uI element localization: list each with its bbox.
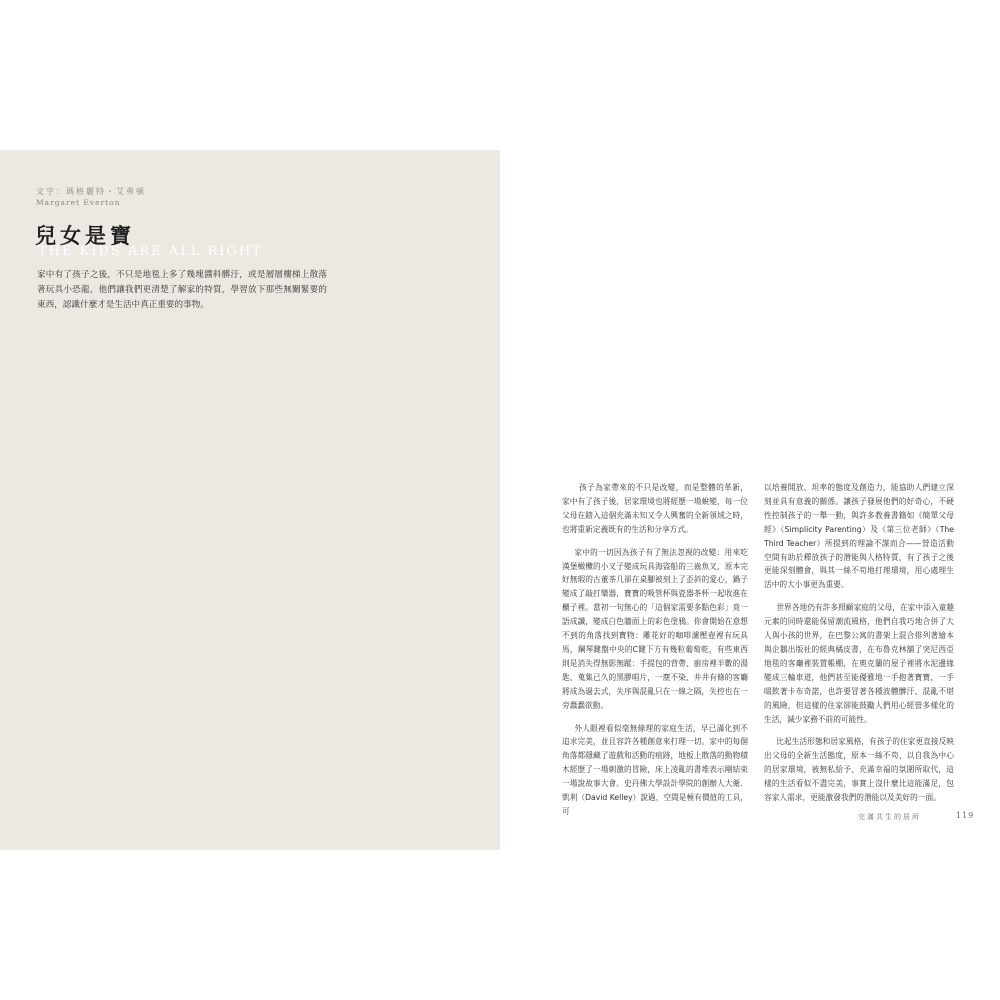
body-paragraph: 家中的一切因為孩子有了無法忽視的改變：用來吃漢堡橄欖的小叉子變成玩具海盜船的三齒魚叉，原本完好無瑕的古董茶几卻在桌腳被刻上了歪斜的愛心，鍋子變成了敲打樂器，寶寶的吸管杯與瓷器茶杯一起收進在櫃子裡。當初一句無心的「這個家需要多點色彩」竟一語成讖，變成白色牆面上的彩色塗鴉。你會開始在意想不到的角落找到寶物：雕花好的咖啡濾壓壺裡有玩具馬，鋼琴鍵盤中央的C鍵下方有幾粒葡萄乾，有些東西則是消失得無影無蹤：手提包的背帶、廚房裡半數的湯匙、蒐集已久的黑膠唱片，一塵不染、井井有條的客廳將成為過去式，失序與混亂只在一線之隔，失控也在一旁蠢蠢欲動。 bbox=[562, 547, 748, 710]
body-paragraph: 孩子為家帶來的不只是改變，而是整體的革新，家中有了孩子後，居家環境也將經歷一場蛻變，每一位父母在踏入這個充滿未知又令人興奮的全新領域之時，也將重新定義既有的生活和分享方式。 bbox=[562, 483, 748, 534]
page-number: 119 bbox=[956, 811, 975, 820]
byline-chinese: 文字：瑪格麗特・艾弗頓 bbox=[36, 187, 146, 196]
body-paragraph: 比起生活形態和居家風格，有孩子的住家更直接反映出父母的全新生活態度，原本一絲不苟、以自我為中心的居家環境，被無私給予、充滿幸福的氛圍所取代，這樣的生活看似不盡完美，事實上沒什麼比這能滿足，包容家人需求，更能激發我們的潛能以及美好的一面。 bbox=[764, 737, 954, 803]
left-page-panel bbox=[0, 150, 500, 850]
article-intro: 家中有了孩子之後，不只是地毯上多了幾塊醬料髒汙，或是層層樓梯上散落著玩具小恐龍，他們讓我們更清楚了解家的特質，學習放下那些無關緊要的東西，認識什麼才是生活中真正重要的事物。 bbox=[37, 270, 327, 310]
running-footer-title: 完滿共生的居所 bbox=[858, 813, 921, 821]
article-subtitle-english: THE KIDS ARE ALL RIGHT bbox=[38, 244, 263, 259]
body-paragraph: 以培養開放、坦率的態度及創造力，能協助人們建立深刻並具有意義的關係。讓孩子發展他們的好奇心，不硬性控制孩子的一舉一動，與許多教養書籍如《簡單父母經》（Simplicity Parenting）及《第三位老師》（The Third Teacher）所提到的理論不謀而合——營造活動空間有助於釋放孩子的潛能與人格特質，有了孩子之後更能深刻體會，與其一絲不苟地打理環境，用心處理生活中的大小事更為重要。 bbox=[764, 483, 954, 590]
body-paragraph: 世界各地仍有許多照顧家庭的父母，在家中添入童趣元素的同時還能保留潮流風格，他們自我巧地合併了大人與小孩的世界，在巴黎公寓的書架上混合排列著繪本與企鵝出版社的經典橘皮書，在布魯克林舖了突尼西亞地毯的客廳裡裝置帳棚，在奧克蘭的屋子裡將水泥邊緣變成三輪車道，他們甚至能優雅地一手抱著寶寶，一手啜飲著卡布奇諾，也許要冒著各種波體髒汙、混亂不堪的風險，但這樣的住家卻能鼓勵人們用心經營多樣化的生活，減少家務不前的可能性。 bbox=[764, 603, 954, 724]
body-paragraph: 外人眼裡看似毫無條理的家庭生活，早已滿化到不追求完美，並且容許各種創意來打理一切。家中的每個角落都隱藏了遊戲和活動的痕跡，地板上散落的動物積木經歷了一場刺激的冒險，床上凌亂的書堆表示剛結束一場說故事大會。史丹佛大學設計學院的創辦人大衛．凱利（David Kelley）說過，空間是極有價值的工具，可 bbox=[562, 723, 748, 816]
byline-english: Margaret Everton bbox=[36, 198, 121, 207]
body-column-2 bbox=[764, 481, 954, 814]
body-column-1 bbox=[562, 481, 748, 828]
article-title: 兒女是寶 bbox=[35, 224, 135, 248]
